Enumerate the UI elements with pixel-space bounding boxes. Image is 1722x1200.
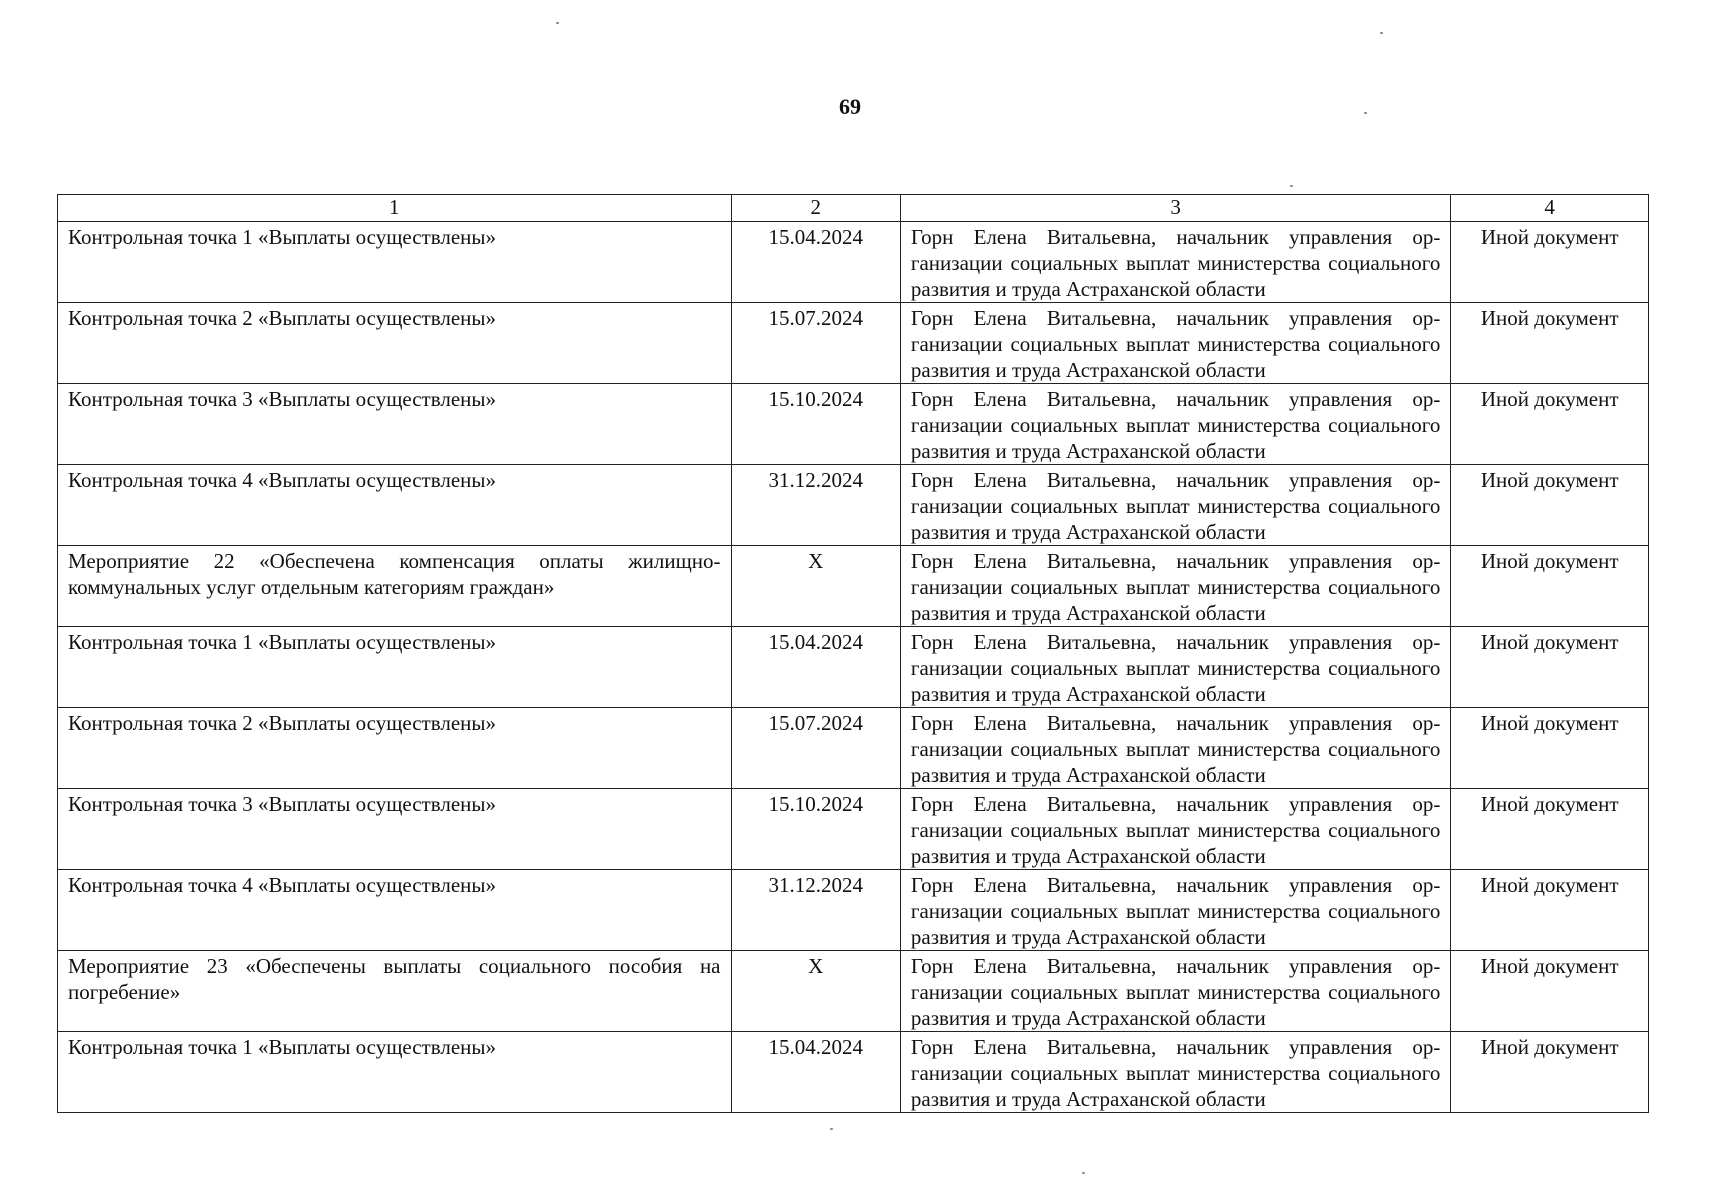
row-date-cell: 15.07.2024: [731, 303, 900, 384]
row-document-cell: Иной документ: [1451, 789, 1649, 870]
row-responsible-cell: Горн Елена Витальевна, начальник управления организации социальных выплат министерства социального развития и труда Астраханской области: [900, 870, 1450, 951]
row-document-cell: Иной документ: [1451, 384, 1649, 465]
scan-speck: [1290, 185, 1293, 187]
row-responsible-cell: Горн Елена Витальевна, начальник управления организации социальных выплат министерства социального развития и труда Астраханской области: [900, 465, 1450, 546]
row-date-cell: 15.04.2024: [731, 222, 900, 303]
row-name-cell: Контрольная точка 3 «Выплаты осуществлены»: [58, 384, 732, 465]
row-name-cell: Контрольная точка 2 «Выплаты осуществлены»: [58, 708, 732, 789]
table-row: [58, 708, 1649, 789]
scan-speck: [830, 1128, 833, 1130]
row-document-cell: Иной документ: [1451, 951, 1649, 1032]
row-date-cell: 15.10.2024: [731, 384, 900, 465]
row-date-cell: 15.04.2024: [731, 627, 900, 708]
row-date-cell: 15.10.2024: [731, 789, 900, 870]
row-document-cell: Иной документ: [1451, 465, 1649, 546]
page-number: 69: [839, 94, 861, 119]
row-date-cell: 31.12.2024: [731, 465, 900, 546]
row-document-cell: Иной документ: [1451, 708, 1649, 789]
row-name-cell: Контрольная точка 1 «Выплаты осуществлены»: [58, 1032, 732, 1113]
table-row: [58, 222, 1649, 303]
table-row: [58, 384, 1649, 465]
row-date-cell: 15.07.2024: [731, 708, 900, 789]
row-name-cell: Контрольная точка 4 «Выплаты осуществлены»: [58, 465, 732, 546]
scan-speck: [1082, 1172, 1085, 1174]
table-row: [58, 951, 1649, 1032]
row-name-cell: Контрольная точка 4 «Выплаты осуществлены»: [58, 870, 732, 951]
row-responsible-cell: Горн Елена Витальевна, начальник управления организации социальных выплат министерства социального развития и труда Астраханской области: [900, 303, 1450, 384]
header-col-1: 1: [58, 195, 732, 222]
header-col-2: 2: [731, 195, 900, 222]
table-header-row: [58, 195, 1649, 222]
row-responsible-cell: Горн Елена Витальевна, начальник управления организации социальных выплат министерства социального развития и труда Астраханской области: [900, 789, 1450, 870]
table-body: [58, 222, 1649, 1113]
row-name-cell: Мероприятие 22 «Обеспечена компенсация оплаты жилищно-коммунальных услуг отдельным категориям граждан»: [58, 546, 732, 627]
row-responsible-cell: Горн Елена Витальевна, начальник управления организации социальных выплат министерства социального развития и труда Астраханской области: [900, 951, 1450, 1032]
scan-speck: [1380, 32, 1383, 34]
table-row: [58, 465, 1649, 546]
table-row: [58, 870, 1649, 951]
table-row: [58, 303, 1649, 384]
row-name-cell: Контрольная точка 3 «Выплаты осуществлены»: [58, 789, 732, 870]
row-date-cell: 15.04.2024: [731, 1032, 900, 1113]
table-row: [58, 546, 1649, 627]
row-name-cell: Мероприятие 23 «Обеспечены выплаты социального пособия на погребение»: [58, 951, 732, 1032]
scan-speck: [1364, 112, 1367, 114]
row-responsible-cell: Горн Елена Витальевна, начальник управления организации социальных выплат министерства социального развития и труда Астраханской области: [900, 384, 1450, 465]
table-row: [58, 627, 1649, 708]
row-name-cell: Контрольная точка 1 «Выплаты осуществлены»: [58, 222, 732, 303]
row-date-cell: 31.12.2024: [731, 870, 900, 951]
row-responsible-cell: Горн Елена Витальевна, начальник управления организации социальных выплат министерства социального развития и труда Астраханской области: [900, 627, 1450, 708]
row-date-cell: X: [731, 951, 900, 1032]
table-row: [58, 1032, 1649, 1113]
row-responsible-cell: Горн Елена Витальевна, начальник управления организации социальных выплат министерства социального развития и труда Астраханской области: [900, 222, 1450, 303]
row-document-cell: Иной документ: [1451, 546, 1649, 627]
row-document-cell: Иной документ: [1451, 222, 1649, 303]
header-col-3: 3: [900, 195, 1450, 222]
row-responsible-cell: Горн Елена Витальевна, начальник управления организации социальных выплат министерства социального развития и труда Астраханской области: [900, 546, 1450, 627]
table-row: [58, 789, 1649, 870]
row-document-cell: Иной документ: [1451, 303, 1649, 384]
header-col-4: 4: [1451, 195, 1649, 222]
plan-table: [57, 194, 1649, 1113]
row-document-cell: Иной документ: [1451, 870, 1649, 951]
scan-speck: [556, 22, 559, 24]
row-responsible-cell: Горн Елена Витальевна, начальник управления организации социальных выплат министерства социального развития и труда Астраханской области: [900, 708, 1450, 789]
row-name-cell: Контрольная точка 2 «Выплаты осуществлены»: [58, 303, 732, 384]
row-document-cell: Иной документ: [1451, 627, 1649, 708]
row-responsible-cell: Горн Елена Витальевна, начальник управления организации социальных выплат министерства социального развития и труда Астраханской области: [900, 1032, 1450, 1113]
row-date-cell: X: [731, 546, 900, 627]
row-document-cell: Иной документ: [1451, 1032, 1649, 1113]
row-name-cell: Контрольная точка 1 «Выплаты осуществлены»: [58, 627, 732, 708]
